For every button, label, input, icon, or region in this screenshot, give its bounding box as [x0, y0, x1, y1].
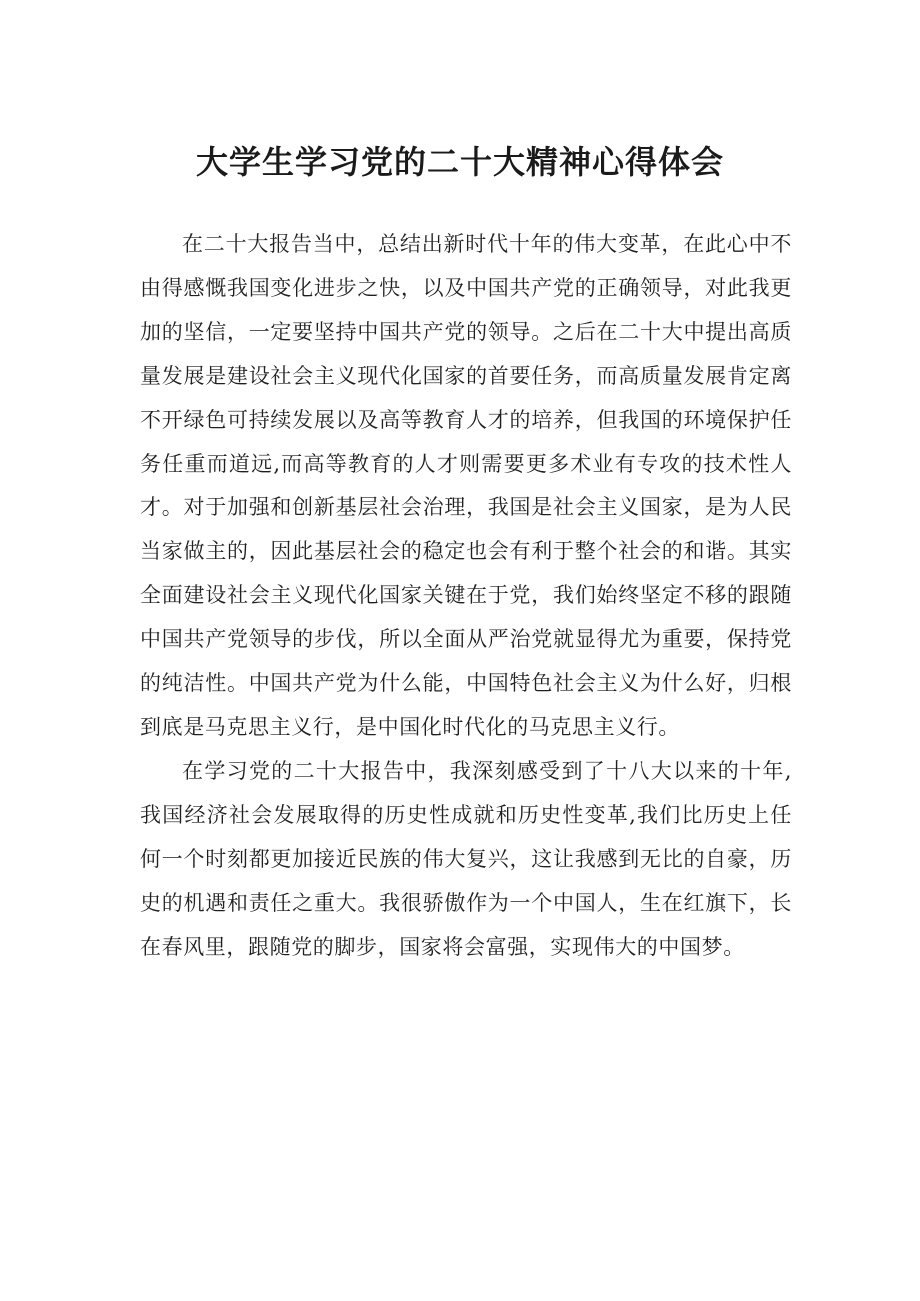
document-body — [140, 223, 792, 969]
paragraph-1: 在二十大报告当中，总结出新时代十年的伟大变革，在此心中不由得感慨我国变化进步之快，以及中国共产党的正确领导，对此我更加的坚信，一定要坚持中国共产党的领导。之后在二十大中提出高质量发展是建设社会主义现代化国家的首要任务，而高质量发展肯定离不开绿色可持续发展以及高等教育人才的培养，但我国的环境保护任务任重而道远,而高等教育的人才则需要更多术业有专攻的技术性人才。对于加强和创新基层社会治理，我国是社会主义国家，是为人民当家做主的，因此基层社会的稳定也会有利于整个社会的和谐。其实全面建设社会主义现代化国家关键在于党，我们始终坚定不移的跟随中国共产党领导的步伐，所以全面从严治党就显得尤为重要，保持党的纯洁性。中国共产党为什么能，中国特色社会主义为什么好，归根到底是马克思主义行，是中国化时代化的马克思主义行。 — [140, 232, 792, 739]
paragraph-2: 在学习党的二十大报告中，我深刻感受到了十八大以来的十年,我国经济社会发展取得的历史性成就和历史性变革,我们比历史上任何一个时刻都更加接近民族的伟大复兴，这让我感到无比的自豪，历史的机遇和责任之重大。我很骄傲作为一个中国人，生在红旗下，长在春风里，跟随党的脚步，国家将会富强，实现伟大的中国梦。 — [140, 758, 792, 959]
document-title: 大学生学习党的二十大精神心得体会 — [195, 143, 724, 181]
